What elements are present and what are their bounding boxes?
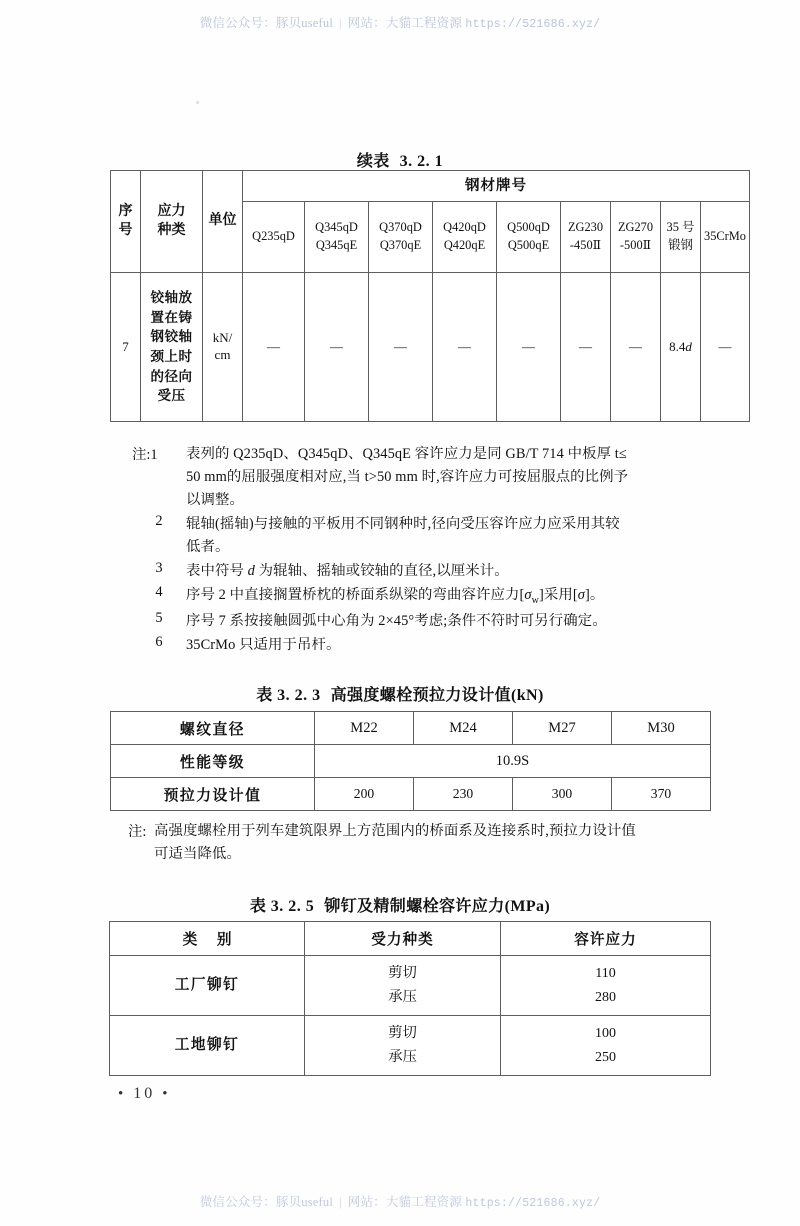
header-allowable-stress: 容许应力: [501, 922, 711, 956]
header-grade-q500q-line1: Q500qD: [507, 220, 550, 235]
note-number-6: 6: [155, 634, 163, 651]
force-type-shear-2: 剪切: [388, 1024, 417, 1041]
cell-value-q235qd: —: [243, 273, 305, 422]
header-category: 类 别: [110, 922, 305, 956]
cell-value-q370q: —: [369, 273, 433, 422]
cell-pretension-m24: 230: [414, 778, 513, 811]
scan-artifact-speck: [196, 101, 199, 104]
watermark-separator-bottom: |: [339, 1195, 342, 1209]
cell-stresses-field-rivet: [501, 1016, 711, 1076]
note-label: 注:: [128, 824, 147, 840]
cell-unit-line2: cm: [214, 347, 231, 362]
table-321-notes: [132, 443, 732, 658]
page-number-value: 10: [133, 1085, 156, 1102]
table-323-title-prefix: 表: [256, 687, 273, 704]
table-323: [110, 711, 711, 811]
header-grade-35forged: [661, 202, 701, 273]
table-321-title: [0, 148, 800, 171]
note-line-2: 可适当降低。: [154, 846, 241, 863]
header-grade-q235qd-line1: Q235qD: [252, 229, 295, 243]
header-force-type: 受力种类: [305, 922, 501, 956]
header-seq-line2: 号: [118, 222, 133, 238]
watermark-site: 网站：大貓工程资源: [347, 16, 463, 30]
note-item-3: [132, 560, 732, 583]
cell-value-35forged: 8.4d: [661, 273, 701, 422]
note-body-2: [186, 513, 732, 559]
header-grade-q500q-line2: Q500qE: [507, 238, 550, 252]
table-row: [111, 712, 711, 745]
header-grade-zg270-line1: ZG270: [617, 220, 654, 235]
cell-stress-kind-line2: 置在铸: [150, 309, 193, 325]
header-grade-q420q-line1: Q420qD: [443, 220, 486, 235]
table-323-note: [128, 820, 724, 867]
cell-value-zg270: —: [611, 273, 661, 422]
stress-bearing-2: 250: [595, 1049, 616, 1065]
note-item-1: [132, 443, 732, 512]
cell-stress-kind-line5: 的径向: [150, 368, 193, 384]
cell-pretension-m27: 300: [513, 778, 612, 811]
note-number-4: 4: [155, 584, 163, 601]
cell-diameter-m24: M24: [414, 712, 513, 745]
header-grade-zg270-line2: -500Ⅱ: [619, 238, 652, 252]
cell-value-q345q: —: [305, 273, 369, 422]
header-grade-q345q: [305, 202, 369, 273]
stress-bearing-1: 280: [595, 989, 616, 1005]
cell-stress-kind-line6: 受压: [157, 388, 186, 404]
note-body-3: [186, 560, 732, 583]
header-stress-kind-line1: 应力: [157, 204, 186, 220]
table-321-container: [110, 170, 746, 422]
note-body-5: [186, 610, 732, 633]
watermark-prefix-bottom: 微信公众号：豚贝useful: [199, 1195, 334, 1209]
note-item-2: [132, 513, 732, 559]
header-grade-zg230-line2: -450Ⅱ: [569, 238, 602, 252]
table-row: [111, 778, 711, 811]
table-321-title-number: 3. 2. 1: [399, 153, 444, 170]
cell-unit: [203, 273, 243, 422]
note-3-line-1: 表中符号 d 为辊轴、摇轴或铰轴的直径,以厘米计。: [186, 563, 509, 580]
header-grade-q370q: [369, 202, 433, 273]
note-number-2: 2: [155, 513, 163, 530]
cell-value-35crmo: —: [701, 273, 750, 422]
cell-diameter-m22: M22: [315, 712, 414, 745]
header-grade-zg270: [611, 202, 661, 273]
note-body-6: [186, 634, 732, 657]
header-stress-kind-line2: 种类: [157, 222, 186, 238]
cell-pretension-m30: 370: [612, 778, 711, 811]
cell-diameter-m30: M30: [612, 712, 711, 745]
table-325-title-number: 3. 2. 5: [270, 898, 315, 915]
header-grade-q235qd: [243, 202, 305, 273]
header-grade-35crmo-line1: 35CrMo: [704, 229, 746, 243]
note-item-4: [132, 584, 732, 609]
header-grade-q370q-line2: Q370qE: [379, 238, 422, 252]
header-grade-35crmo: [701, 202, 750, 273]
note-body: [154, 820, 724, 866]
cell-value-zg230: —: [561, 273, 611, 422]
table-321-title-prefix: 续表: [356, 153, 390, 170]
table-row: [111, 273, 750, 422]
table-321: [110, 170, 750, 422]
table-row: [110, 1016, 711, 1076]
note-item-5: [132, 610, 732, 633]
table-325-header-row: [110, 922, 711, 956]
row-header-pretension-design-value: 预拉力设计值: [111, 778, 315, 811]
table-323-title-text: 高强度螺栓预拉力设计值(kN): [330, 687, 544, 704]
note-number-1: 1: [150, 447, 158, 463]
note-1-line-2: 50 mm的屈服强度相对应,当 t>50 mm 时,容许应力可按屈服点的比例予: [186, 469, 629, 486]
cell-value-q500q: —: [497, 273, 561, 422]
stress-shear-1: 110: [595, 966, 616, 982]
note-line-1: 高强度螺栓用于列车建筑限界上方范围内的桥面系及连接系时,预拉力设计值: [154, 823, 636, 839]
cell-force-types-factory-rivet: [305, 956, 501, 1016]
table-321-header-row-1: [111, 171, 750, 202]
row-header-performance-grade: 性能等级: [111, 745, 315, 778]
page-bullet-right: •: [162, 1086, 171, 1102]
note-number-3: 3: [155, 560, 163, 577]
watermark-prefix: 微信公众号：豚贝useful: [199, 16, 334, 30]
note-4-line-1: 序号 2 中直接搁置桥枕的桥面系纵梁的弯曲容许应力$[\sigma_w]$采用[σ]。: [186, 587, 605, 607]
cell-performance-grade: 10.9S: [315, 745, 711, 778]
header-stress-kind: [141, 171, 203, 273]
watermark-url: https://521686.xyz/: [465, 18, 601, 31]
stress-shear-2: 100: [595, 1026, 616, 1042]
note-label-1: [132, 443, 186, 464]
note-item: [128, 820, 724, 866]
note-2-line-1: 辊轴(摇轴)与接触的平板用不同钢种时,径向受压容许应力应采用其较: [186, 516, 620, 533]
header-seq: [111, 171, 141, 273]
header-grade-35forged-line2: 锻钢: [668, 238, 693, 252]
header-grade-q345q-line1: Q345qD: [315, 220, 358, 235]
cell-stresses-factory-rivet: [501, 956, 711, 1016]
cell-stress-kind-line3: 钢铰轴: [150, 329, 193, 345]
table-325-title-prefix: 表: [249, 898, 267, 915]
table-323-title: [0, 682, 800, 705]
table-325: [109, 921, 711, 1076]
header-seq-line1: 序: [118, 204, 133, 220]
table-row: [111, 745, 711, 778]
table-row: [110, 956, 711, 1016]
note-item-6: [132, 634, 732, 657]
header-grade-q345q-line2: Q345qE: [315, 238, 358, 252]
cell-seq: 7: [111, 273, 141, 422]
header-unit: 单位: [203, 171, 243, 273]
header-grade-q420q: [433, 202, 497, 273]
header-steel-grade-group: 钢材牌号: [243, 171, 750, 202]
note-1-line-1: 表列的 Q235qD、Q345qD、Q345qE 容许应力是同 GB/T 714 中板厚 t≤: [186, 446, 627, 462]
cell-force-types-field-rivet: [305, 1016, 501, 1076]
watermark-separator: |: [339, 16, 342, 30]
header-grade-q420q-line2: Q420qE: [443, 238, 486, 252]
cell-stress-kind-line1: 铰轴放: [150, 290, 193, 306]
force-type-shear-1: 剪切: [388, 964, 417, 981]
header-grade-35forged-line1: 35 号: [666, 220, 695, 235]
note-number-5: 5: [155, 610, 163, 627]
cell-value-q420q: —: [433, 273, 497, 422]
header-grade-q370q-line1: Q370qD: [379, 220, 422, 235]
cell-pretension-m22: 200: [315, 778, 414, 811]
page-number: [118, 1085, 171, 1103]
header-grade-zg230-line1: ZG230: [567, 220, 604, 235]
watermark-site-bottom: 网站：大貓工程资源: [347, 1195, 463, 1209]
cell-unit-line1: kN/: [212, 330, 233, 346]
cell-category-field-rivet: 工地铆钉: [110, 1016, 305, 1076]
table-325-title: [0, 893, 800, 916]
table-325-title-text: 铆钉及精制螺栓容许应力(MPa): [324, 898, 551, 915]
table-323-container: [110, 711, 710, 811]
page-bullet-left: •: [118, 1086, 127, 1102]
force-type-bearing-1: 承压: [388, 988, 417, 1005]
row-header-thread-diameter: 螺纹直径: [111, 712, 315, 745]
header-grade-q500q: [497, 202, 561, 273]
note-body-1: [186, 443, 732, 512]
watermark-top: [0, 13, 800, 31]
table-323-title-number: 3. 2. 3: [277, 687, 321, 704]
note-body-4: [186, 584, 732, 609]
force-type-bearing-2: 承压: [388, 1048, 417, 1065]
table-325-container: [109, 921, 710, 1076]
cell-category-factory-rivet: 工厂铆钉: [110, 956, 305, 1016]
cell-stress-kind: [141, 273, 203, 422]
notes-label: 注:: [132, 447, 151, 463]
note-5-line-1: 序号 7 系按接触圆弧中心角为 2×45°考虑;条件不符时可另行确定。: [186, 613, 607, 630]
watermark-bottom: [0, 1192, 800, 1210]
note-2-line-2: 低者。: [186, 539, 230, 556]
header-grade-zg230: [561, 202, 611, 273]
cell-diameter-m27: M27: [513, 712, 612, 745]
watermark-url-bottom: https://521686.xyz/: [465, 1197, 601, 1210]
cell-stress-kind-line4: 颈上时: [150, 349, 193, 364]
note-1-line-3: 以调整。: [186, 492, 244, 509]
note-6-line-1: 35CrMo 只适用于吊杆。: [186, 637, 341, 654]
